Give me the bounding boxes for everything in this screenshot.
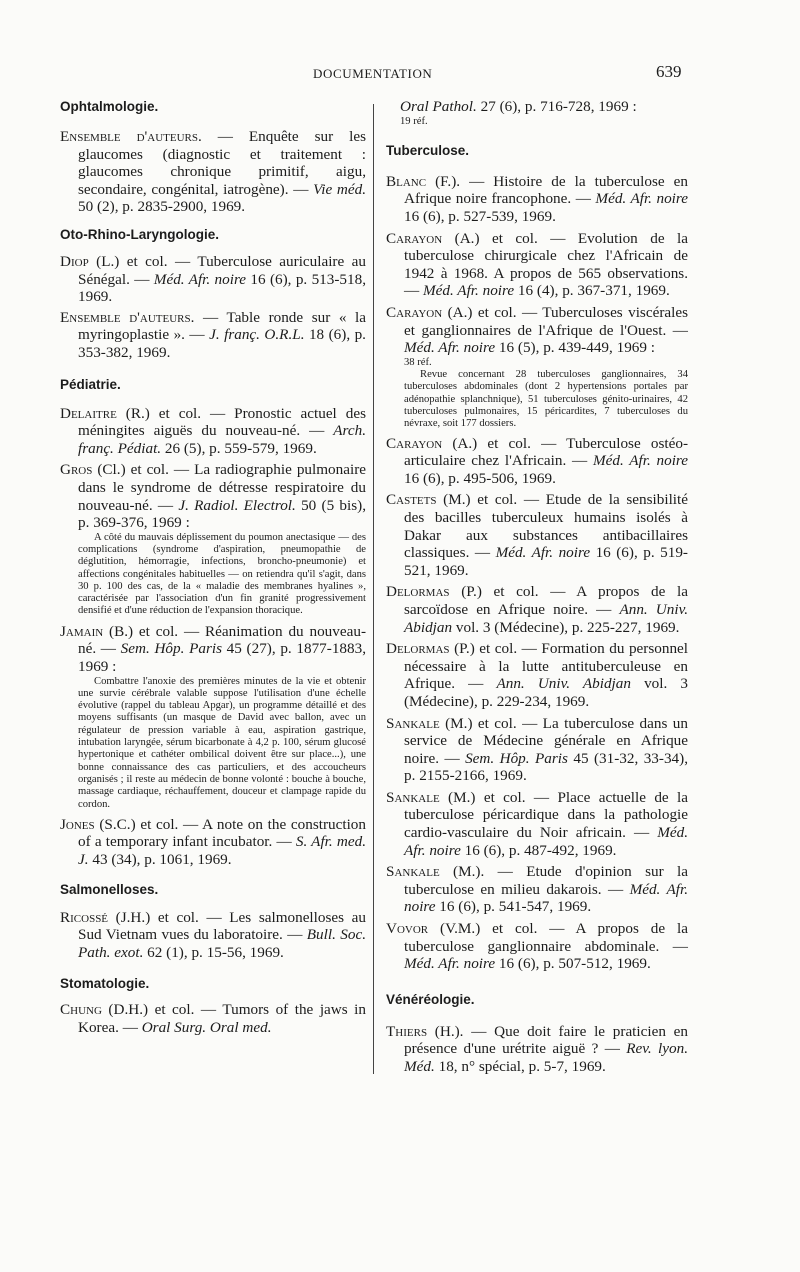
entry-author: Ricossé (60, 908, 109, 926)
entry-journal: S. Afr. med. J. (78, 833, 366, 868)
entry-reference: 16 (6), p. 495-506, 1969. (404, 469, 556, 487)
entry-journal: Méd. Afr. noire (404, 880, 688, 916)
entry-reference: 16 (6), p. 487-492, 1969. (460, 841, 617, 859)
entry-title: (D.H.) et col. — Tumors of the jaws in Korea. — (78, 1001, 366, 1036)
entry-title: (R.) et col. — Pronostic actuel des méningites aiguës du nouveau-né. — (78, 404, 366, 440)
entry-journal: J. Radiol. Electrol. (178, 496, 296, 514)
entry-author: Carayon (386, 434, 443, 452)
entry-reference: 50 (2), p. 2835-2900, 1969. (78, 198, 246, 216)
column-divider (373, 104, 374, 1074)
entry-reference: 18 (6), p. 353-382, 1969. (78, 326, 366, 361)
entry-reference: 50 (5 bis), p. 369-376, 1969 : (78, 496, 366, 532)
bibliography-entry (60, 816, 366, 869)
entry-title: (M.). — Etude d'opinion sur la tuberculose en milieu dakarois. — (404, 863, 688, 898)
entry-author: Sankale (386, 863, 440, 881)
running-title: DOCUMENTATION (313, 66, 433, 81)
entry-reference: 18, n° spécial, p. 5-7, 1969. (434, 1058, 606, 1076)
bibliography-entry (386, 230, 688, 300)
entry-title: (Cl.) et col. — La radiographie pulmonaire dans le syndrome de détresse respiratoire du nouveau-né. — (78, 461, 366, 514)
entry-title: (M.) et col. — Etude de la sensibilité des bacilles tuberculeux humains isolés à Dakar aux substances antibacillaires classiques. — (404, 491, 688, 562)
bibliography-entry (60, 461, 366, 531)
section-heading: Pédiatrie. (60, 376, 121, 392)
entry-journal: Oral Surg. Oral med. (141, 1018, 272, 1036)
entry-author: Sankale (386, 714, 440, 732)
bibliography-entry (386, 435, 688, 488)
entry-journal: Méd. Afr. noire (404, 824, 688, 859)
entry-author: Delormas (386, 583, 450, 601)
entry-title: (A.) et col. — Tuberculoses viscérales et ganglionnaires de l'Afrique de l'Ouest. — (404, 304, 688, 339)
section-heading: Vénéréologie. (386, 991, 475, 1007)
entry-reference: 45 (31-32, 33-34), p. 2155-2166, 1969. (404, 749, 688, 785)
entry-author: Chung (60, 1001, 102, 1019)
entry-title: (P.) et col. — Formation du personnel nécessaire à la lutte antituberculeuse en Afrique. — (404, 640, 688, 693)
entry-title: (H.). — Que doit faire le praticien en présence d'une urétrite aiguë ? — (404, 1022, 688, 1058)
entry-author: Vovor (386, 920, 429, 938)
entry-author: Gros (60, 461, 93, 479)
bibliography-entry-continued (386, 98, 688, 116)
entry-author: Jones (60, 815, 95, 833)
entry-journal: Sem. Hôp. Paris (465, 749, 568, 767)
bibliography-entry (386, 640, 688, 710)
entry-journal: Arch. franç. Pédiat. (78, 422, 366, 457)
entry-journal: Rev. lyon. Méd. (404, 1040, 689, 1076)
entry-title: — Table ronde sur « la myringoplastie ». — (78, 308, 366, 344)
entry-title: (V.M.) et col. — A propos de la tuberculose ganglionnaire abdominale. — (404, 920, 688, 955)
entry-author: Delaitre (60, 404, 117, 422)
bibliography-entry (386, 1023, 688, 1076)
entry-reference: 16 (6), p. 519-521, 1969. (404, 544, 688, 579)
entry-journal: Oral Pathol. (400, 98, 477, 115)
entry-title: (A.) et col. — Evolution de la tuberculose chirurgicale chez l'Africain de 1942 à 1968. A propos de 565 observations. — (404, 229, 688, 300)
entry-journal: J. franç. O.R.L. (209, 326, 305, 344)
page-header (0, 62, 800, 86)
section-heading: Stomatologie. (60, 976, 150, 992)
entry-abstract: 19 réf. (400, 115, 428, 127)
entry-journal: Méd. Afr. noire (404, 339, 496, 357)
entry-journal: Méd. Afr. noire (595, 190, 688, 208)
entry-author: Carayon (386, 229, 443, 247)
entry-author: Jamain (60, 622, 104, 640)
entry-journal: Méd. Afr. noire (592, 452, 688, 470)
entry-author: Thiers (386, 1022, 428, 1040)
bibliography-entry (60, 1001, 366, 1036)
entry-reference: vol. 3 (Médecine), p. 225-227, 1969. (452, 618, 680, 636)
entry-reference: 16 (6), p. 513-518, 1969. (78, 270, 366, 306)
entry-reference: 45 (27), p. 1877-1883, 1969 : (78, 640, 366, 675)
entry-reference: 16 (6), p. 507-512, 1969. (495, 955, 651, 973)
entry-author: Diop (60, 252, 89, 270)
bibliography-entry (386, 920, 688, 973)
entry-abstract: A côté du mauvais déplissement du poumon anectasique — des complications (syndrome d'aspiration, pneumopathie de déglutition, hémorragie, infections, broncho-pneumonie) et affections congénitales habituelles — on retiendra qu'il s'agit, dans 30 p. 100 des cas, de la « maladie des membranes hyalines », caractérisée par l'association d'un fin granité progressivement densifié et d'une réduction de l'expansion thoracique. (78, 531, 366, 617)
entry-author: Carayon (386, 304, 443, 322)
entry-author: Delormas (386, 640, 450, 658)
entry-title: (S.C.) et col. — A note on the construction of a temporary infant incubator. — (78, 815, 366, 851)
section-heading: Salmonelloses. (60, 881, 159, 897)
entry-title: (L.) et col. — Tuberculose auriculaire au Sénégal. — (78, 252, 366, 288)
entry-author: Castets (386, 491, 437, 509)
entry-journal: Vie méd. (313, 180, 366, 198)
bibliography-entry (60, 128, 366, 216)
entry-reference: 43 (34), p. 1061, 1969. (88, 851, 232, 868)
left-column (60, 98, 366, 1037)
entry-title: (F.). — Histoire de la tuberculose en Afrique noire francophone. — (404, 172, 688, 208)
bibliography-entry (60, 253, 366, 306)
entry-title: (J.H.) et col. — Les salmonelloses au Sud Vietnam vues du laboratoire. — (78, 908, 366, 944)
page-number: 639 (656, 62, 682, 81)
entry-reference: 16 (6), p. 541-547, 1969. (435, 898, 592, 916)
entry-author: Ensemble d'auteurs. (60, 128, 202, 145)
section-heading: Oto-Rhino-Laryngologie. (60, 226, 219, 242)
entry-journal: Méd. Afr. noire (422, 282, 515, 300)
entry-journal: Méd. Afr. noire (495, 544, 591, 562)
right-column (386, 98, 688, 1076)
entry-journal: Méd. Afr. noire (153, 270, 247, 288)
bibliography-entry (386, 863, 688, 916)
entry-journal: Bull. Soc. Path. exot. (78, 926, 366, 961)
bibliography-entry (386, 583, 688, 636)
entry-journal: Ann. Univ. Abidjan (496, 675, 631, 693)
bibliography-entry (60, 405, 366, 458)
bibliography-entry (60, 909, 366, 962)
entry-journal: Méd. Afr. noire (404, 955, 496, 973)
entry-reference: 16 (4), p. 367-371, 1969. (514, 282, 670, 300)
entry-title: (M.) et col. — La tuberculose dans un service de Médecine générale en Afrique noire. — (404, 714, 688, 767)
entry-author: Ensemble d'auteurs. (60, 308, 195, 326)
bibliography-entry (60, 623, 366, 676)
entry-title: — Enquête sur les glaucomes (diagnostic et traitement : glaucomes chronique primitif, aigu, secondaire, congénital, iatrogène). — (78, 128, 366, 198)
entry-reference: 62 (1), p. 15-56, 1969. (143, 943, 284, 961)
entry-abstract: Revue concernant 28 tuberculoses ganglionnaires, 34 tuberculoses abdominales (dont 2 hypertensions portales par adénopathie splanchnique), 51 tuberculoses génito-urinaires, 42 tuberculoses pulmonaires, 15 péricardites, 7 tuberculoses du névraxe, soit 177 dossiers. (404, 369, 688, 430)
entry-title: (B.) et col. — Réanimation du nouveau-né. — (78, 622, 366, 658)
entry-reference: 26 (5), p. 559-579, 1969. (161, 439, 317, 457)
section-heading: Ophtalmologie. (60, 99, 159, 114)
entry-reference: 16 (6), p. 527-539, 1969. (404, 208, 556, 226)
entry-journal: Ann. Univ. Abidjan (404, 600, 688, 636)
bibliography-entry (386, 304, 688, 357)
section-heading: Tuberculose. (386, 142, 470, 158)
entry-journal: Sem. Hôp. Paris (120, 640, 222, 658)
entry-reference: vol. 3 (Médecine), p. 229-234, 1969. (404, 675, 688, 710)
entry-title: (M.) et col. — Place actuelle de la tuberculose péricardique dans la pathologie cardio-vasculaire du Noir africain. — (404, 788, 688, 842)
bibliography-entry (386, 789, 688, 859)
bibliography-entry (386, 491, 688, 579)
entry-reference-count: 38 réf. (404, 356, 432, 368)
entry-abstract: Combattre l'anoxie des premières minutes de la vie et obtenir une survie cérébrale valable suppose l'utilisation d'une échelle évolutive (rappel du tableau Apgar), un programme détaillé et des moyens suffisants (un masque de David avec ballon, avec un régulateur de pression variable à eau, aspiration gastrique, intubation laryngée, sérum bicarbonate à 4,2 p. 100, sérum glucosé hypertonique et cathéter ombilical doivent être sur place...), une bonne connaissance des cas particuliers, et des accoucheurs organisés ; il reste au médecin de bonne volonté : bouche à bouche, massage cardiaque, réchauffement, douceur et clampage rapide du cordon. (78, 675, 366, 810)
entry-title: (A.) et col. — Tuberculose ostéo-articulaire chez l'Africain. — (404, 434, 688, 470)
entry-reference: 16 (5), p. 439-449, 1969 : (495, 339, 656, 357)
entry-author: Blanc (386, 172, 427, 190)
entry-title: (P.) et col. — A propos de la sarcoïdose en Afrique noire. — (404, 583, 688, 618)
bibliography-entry (60, 309, 366, 362)
bibliography-entry (386, 173, 688, 226)
bibliography-entry (386, 715, 688, 785)
entry-reference: 27 (6), p. 716-728, 1969 : (476, 98, 637, 115)
entry-author: Sankale (386, 788, 440, 806)
